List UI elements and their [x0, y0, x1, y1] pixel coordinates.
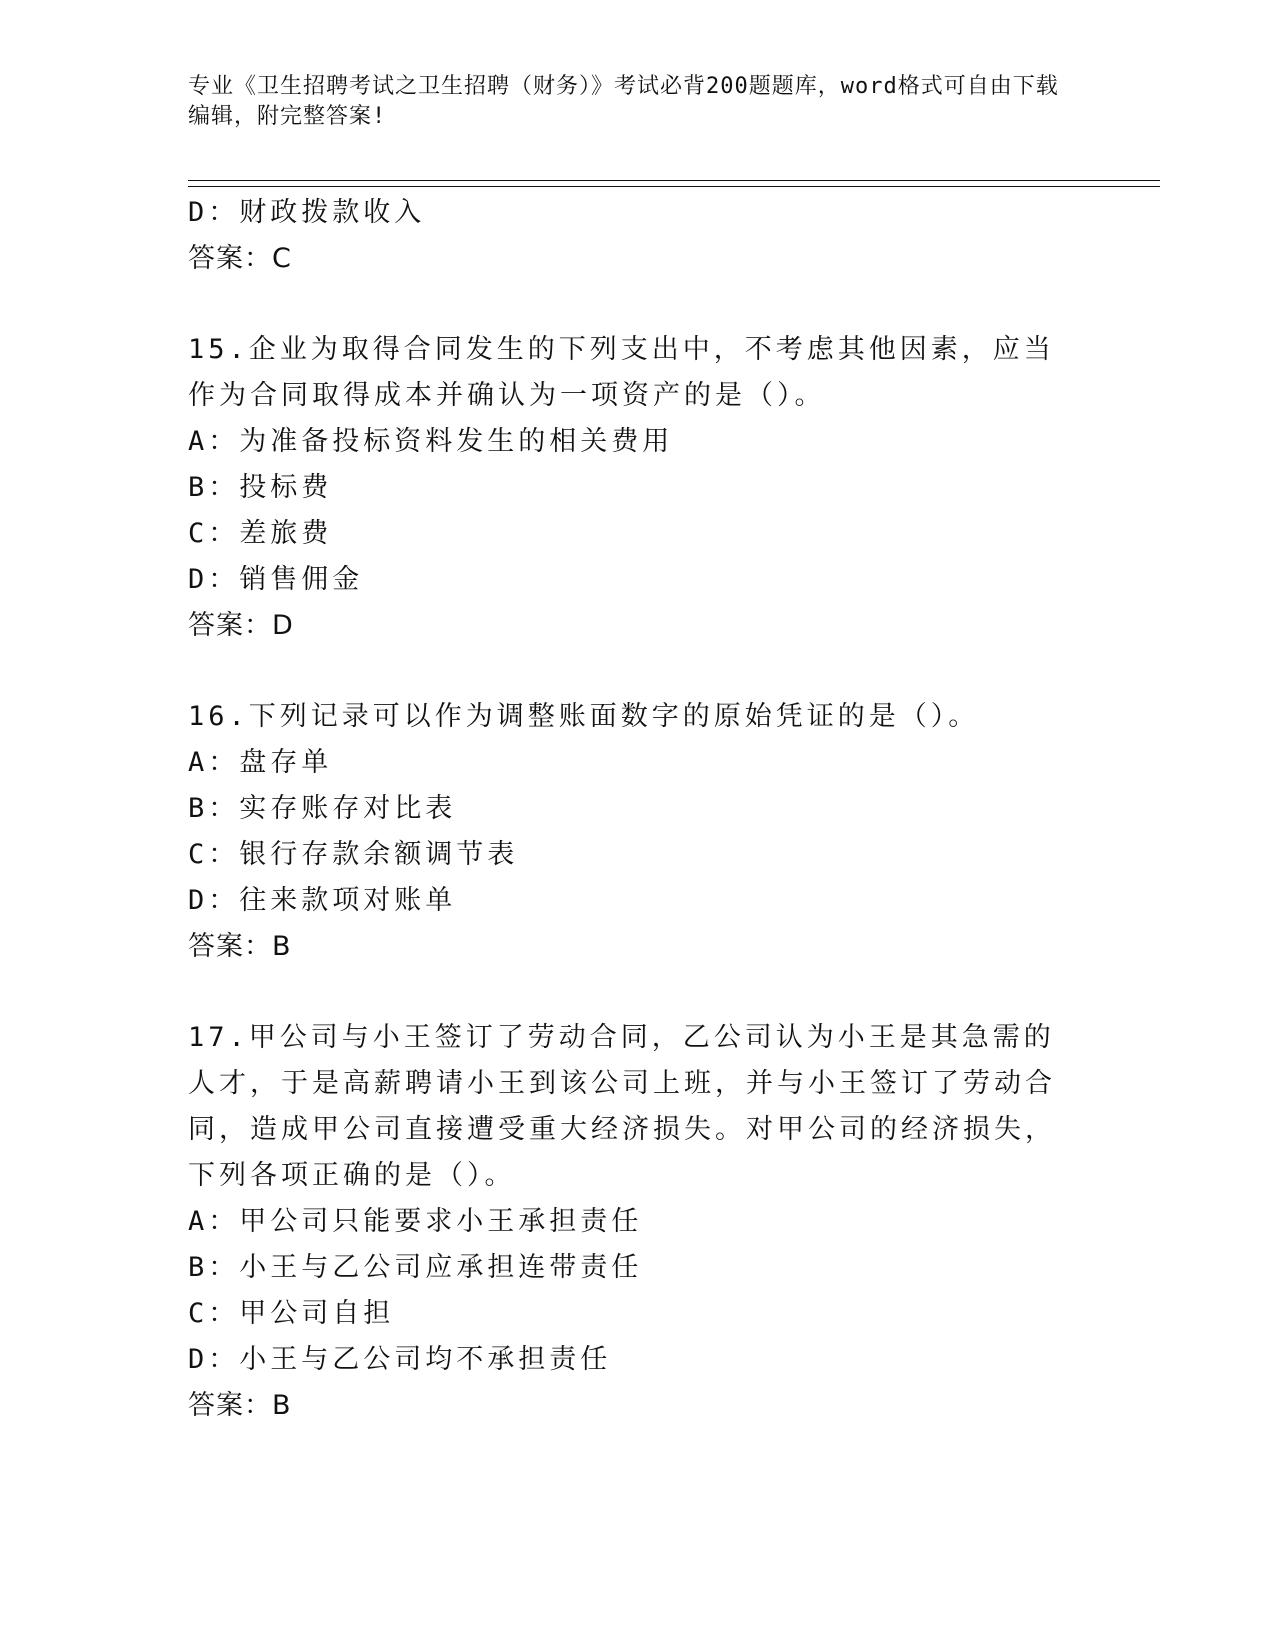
option-d: D：小王与乙公司均不承担责任 — [188, 1344, 612, 1375]
question-16 — [188, 694, 1088, 970]
question-text: 17.甲公司与小王签订了劳动合同，乙公司认为小王是其急需的人才，于是高薪聘请小王到该公司上班，并与小王签订了劳动合同，造成甲公司直接遭受重大经济损失。对甲公司的经济损失，下列各项正确的是（）。 — [188, 1022, 1056, 1191]
question-text: 15.企业为取得合同发生的下列支出中，不考虑其他因素，应当作为合同取得成本并确认为一项资产的是（）。 — [188, 334, 1055, 411]
answer: 答案：B — [188, 1390, 292, 1421]
option-d: D：往来款项对账单 — [188, 885, 457, 916]
question-gap — [188, 649, 1088, 694]
answer: 答案：D — [188, 610, 294, 641]
option-d: D：销售佣金 — [188, 564, 364, 595]
option-b: B：小王与乙公司应承担连带责任 — [188, 1252, 643, 1283]
carryover-option-d: D：财政拨款收入 — [188, 197, 426, 228]
option-c: C：甲公司自担 — [188, 1298, 395, 1329]
question-text: 16.下列记录可以作为调整账面数字的原始凭证的是（）。 — [188, 701, 980, 732]
option-a: A：为准备投标资料发生的相关费用 — [188, 426, 674, 457]
document-header-title: 专业《卫生招聘考试之卫生招聘（财务）》考试必背200题题库，word格式可自由下载编辑，附完整答案! — [188, 74, 1059, 129]
option-a: A：甲公司只能要求小王承担责任 — [188, 1206, 643, 1237]
option-b: B：投标费 — [188, 472, 333, 503]
option-c: C：差旅费 — [188, 518, 333, 549]
option-b: B：实存账存对比表 — [188, 793, 457, 824]
header-divider — [188, 180, 1160, 187]
question-gap — [188, 970, 1088, 1015]
question-gap — [188, 282, 1088, 327]
question-17 — [188, 1015, 1088, 1429]
question-15 — [188, 327, 1088, 649]
answer: 答案：B — [188, 931, 292, 962]
question-content — [188, 190, 1088, 1429]
option-a: A：盘存单 — [188, 747, 333, 778]
carryover-answer: 答案：C — [188, 243, 292, 274]
option-c: C：银行存款余额调节表 — [188, 839, 519, 870]
